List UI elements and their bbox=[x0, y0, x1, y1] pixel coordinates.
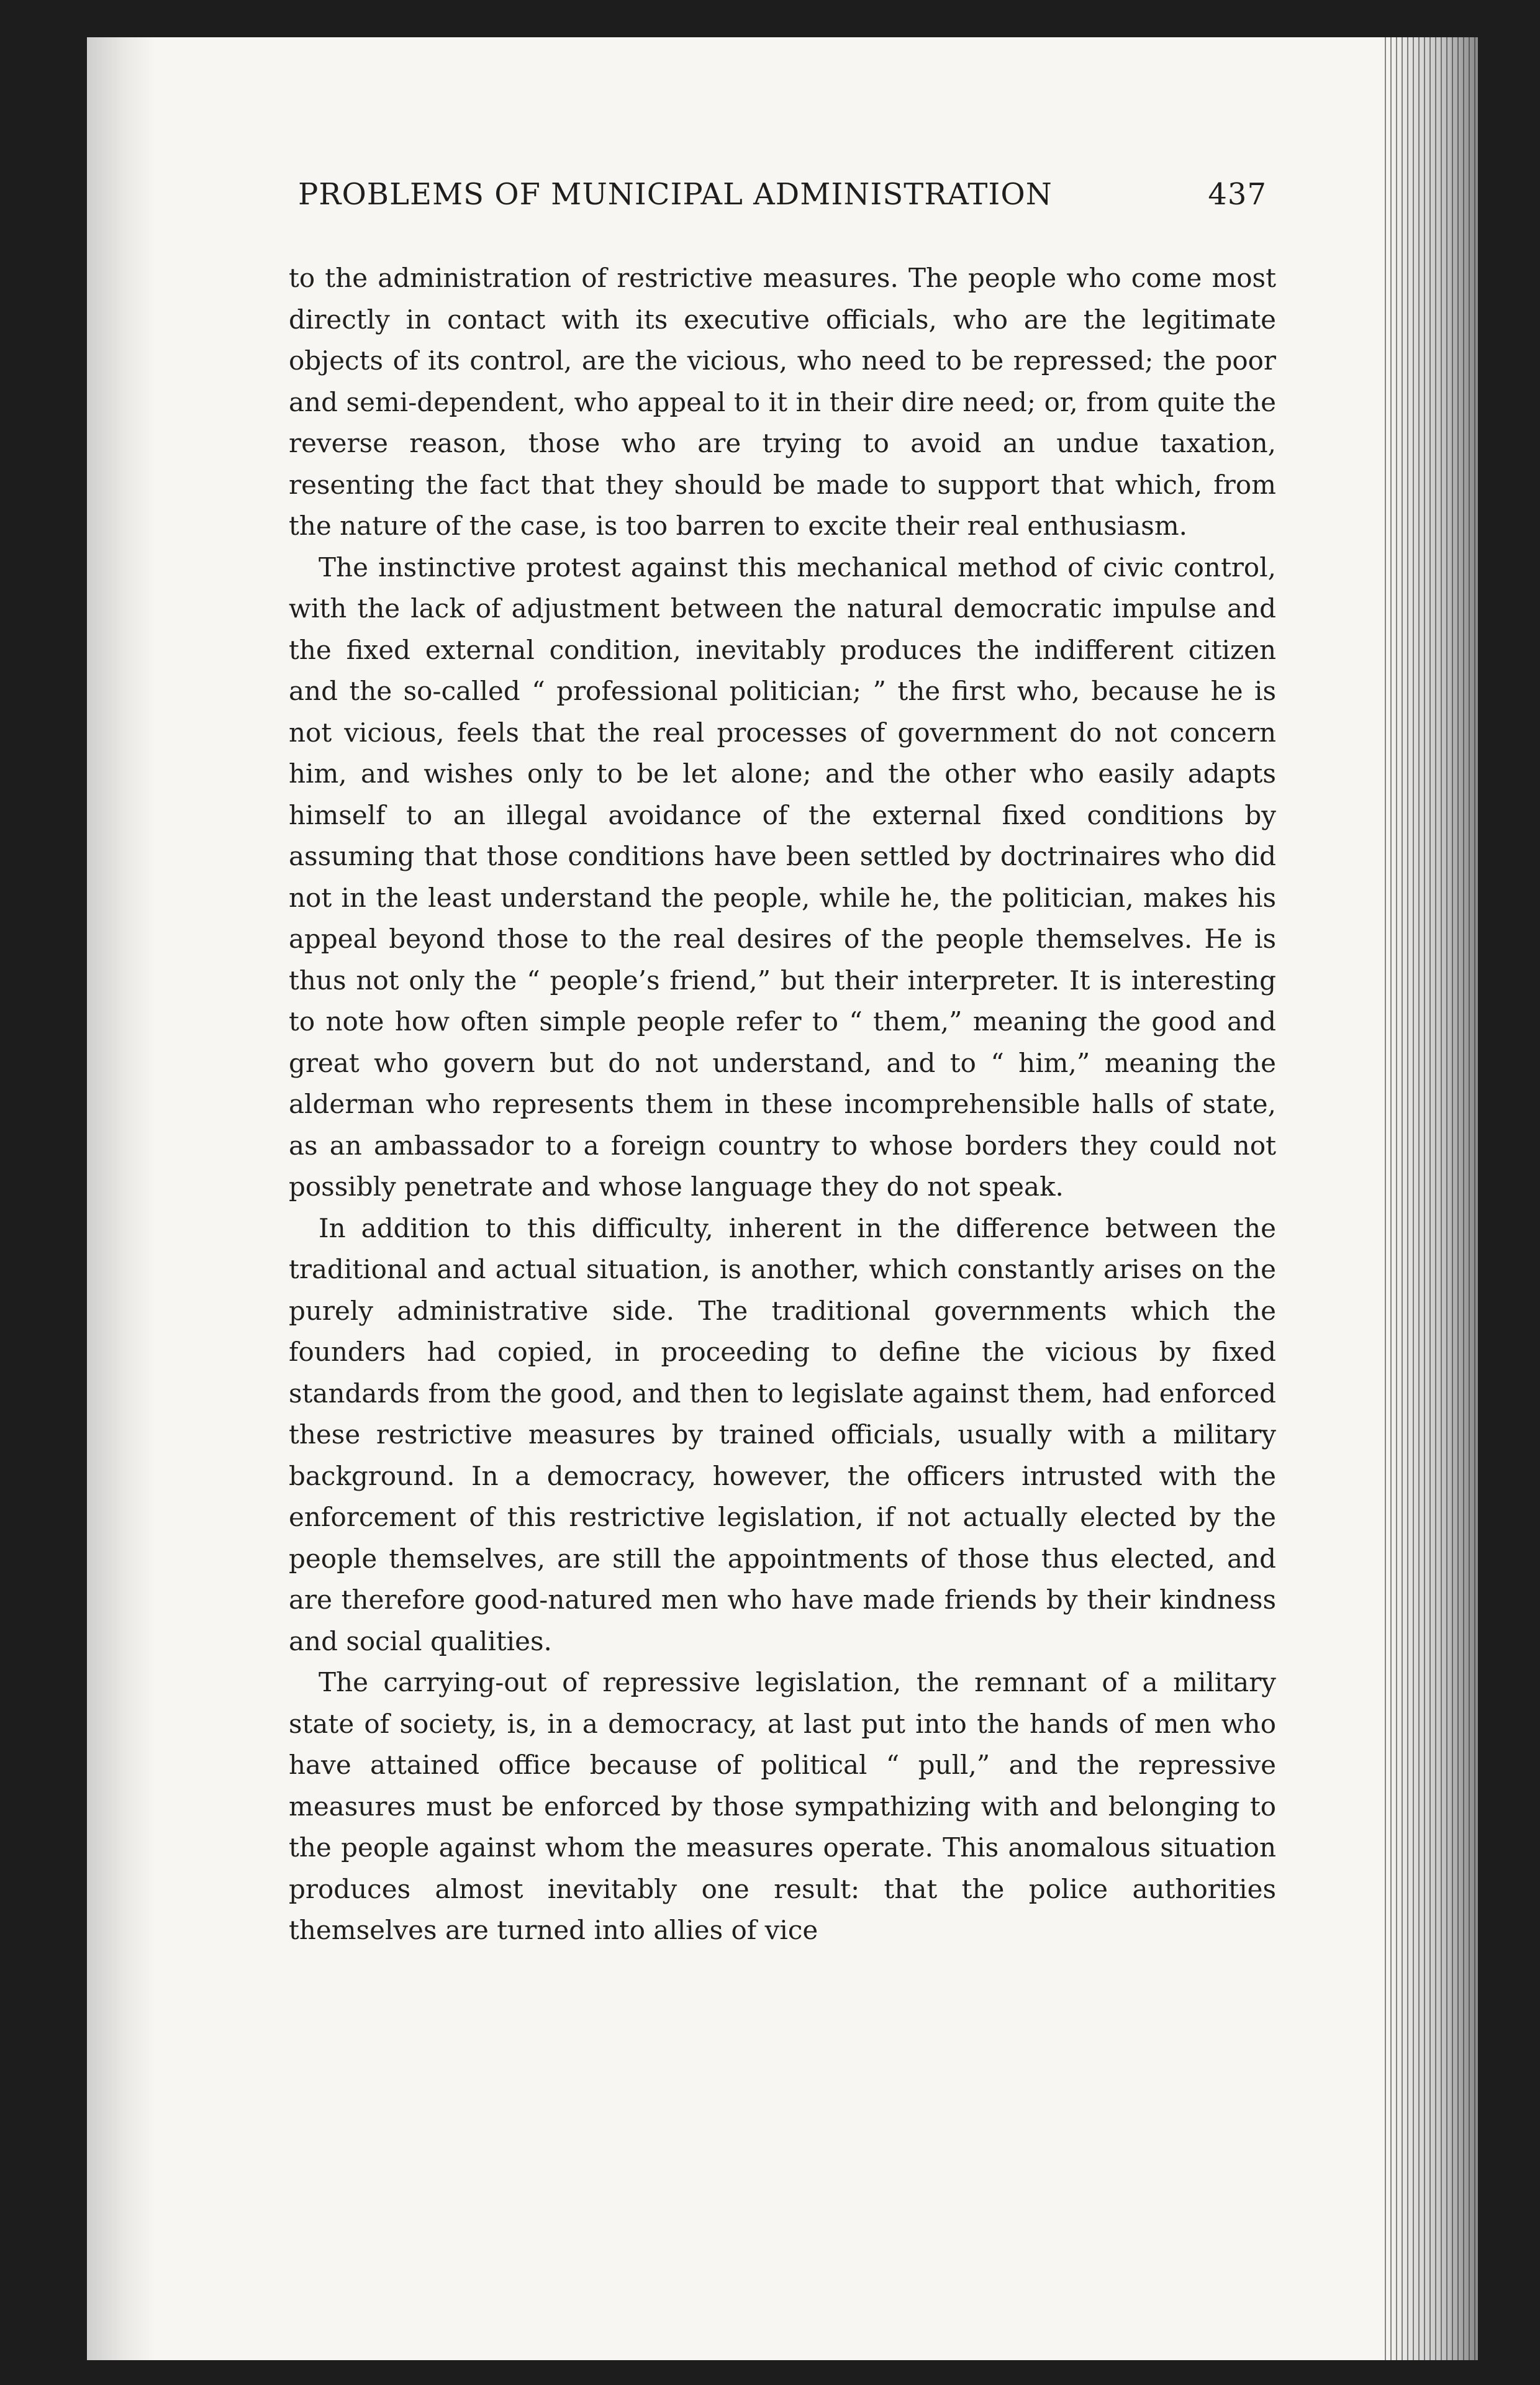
paragraph-continued: to the administration of restrictive measures. The people who come most directly in contact with its executive officials, who are the legitimate objects of its control, are the vicious, who need to be repressed; the poor and semi-dependent, who appeal to it in their dire need; or, from quite the reverse reason, those who are trying to avoid an undue taxation, resenting the fact that they should be made to support that which, from the nature of the case, is too barren to excite their real enthusiasm. bbox=[289, 263, 1276, 541]
paragraph: The carrying-out of repressive legislation, the remnant of a military state of society, is, in a democracy, at last put into the hands of men who have attained office because of political “ pull,” and the repressive measures must be enforced by those sympathizing with and belonging to the people against whom the measures operate. This anomalous situation produces almost inevitably one result: that the police authorities themselves are turned into allies of vice bbox=[289, 1667, 1276, 1945]
running-title: PROBLEMS OF MUNICIPAL ADMINISTRATION bbox=[298, 177, 1053, 212]
book-page bbox=[87, 37, 1478, 2360]
body-text bbox=[289, 258, 1276, 1951]
paragraph: The instinctive protest against this mechanical method of civic control, with the lack of adjustment between the natural democratic impulse and the fixed external condition, inevitably produces the indifferent citizen and the so-called “ professional politician; ” the first who, because he is not vicious, feels that the real processes of government do not concern him, and wishes only to be let alone; and the other who easily adapts himself to an illegal avoidance of the external fixed conditions by assuming that those conditions have been settled by doctrinaires who did not in the least understand the people, while he, the politician, makes his appeal beyond those to the real desires of the people themselves. He is thus not only the “ people’s friend,” but their interpreter. It is interesting to note how often simple people refer to “ them,” meaning the good and great who govern but do not understand, and to “ him,” meaning the alderman who represents them in these incomprehensible halls of state, as an ambassador to a foreign country to whose borders they could not possibly penetrate and whose language they do not speak. bbox=[289, 552, 1276, 1202]
page-edge-right bbox=[1385, 37, 1478, 2360]
page-number: 437 bbox=[1208, 177, 1267, 212]
page-gutter-left bbox=[87, 37, 155, 2360]
running-header bbox=[298, 177, 1267, 212]
paragraph: In addition to this difficulty, inherent in the difference between the traditional and actual situation, is another, which constantly arises on the purely administrative side. The traditional governments which the founders had copied, in proceeding to define the vicious by fixed standards from the good, and then to legislate against them, had enforced these restrictive measures by trained officials, usually with a military background. In a democracy, however, the officers intrusted with the enforcement of this restrictive legislation, if not actually elected by the people themselves, are still the appointments of those thus elected, and are therefore good-natured men who have made friends by their kindness and social qualities. bbox=[289, 1212, 1276, 1656]
